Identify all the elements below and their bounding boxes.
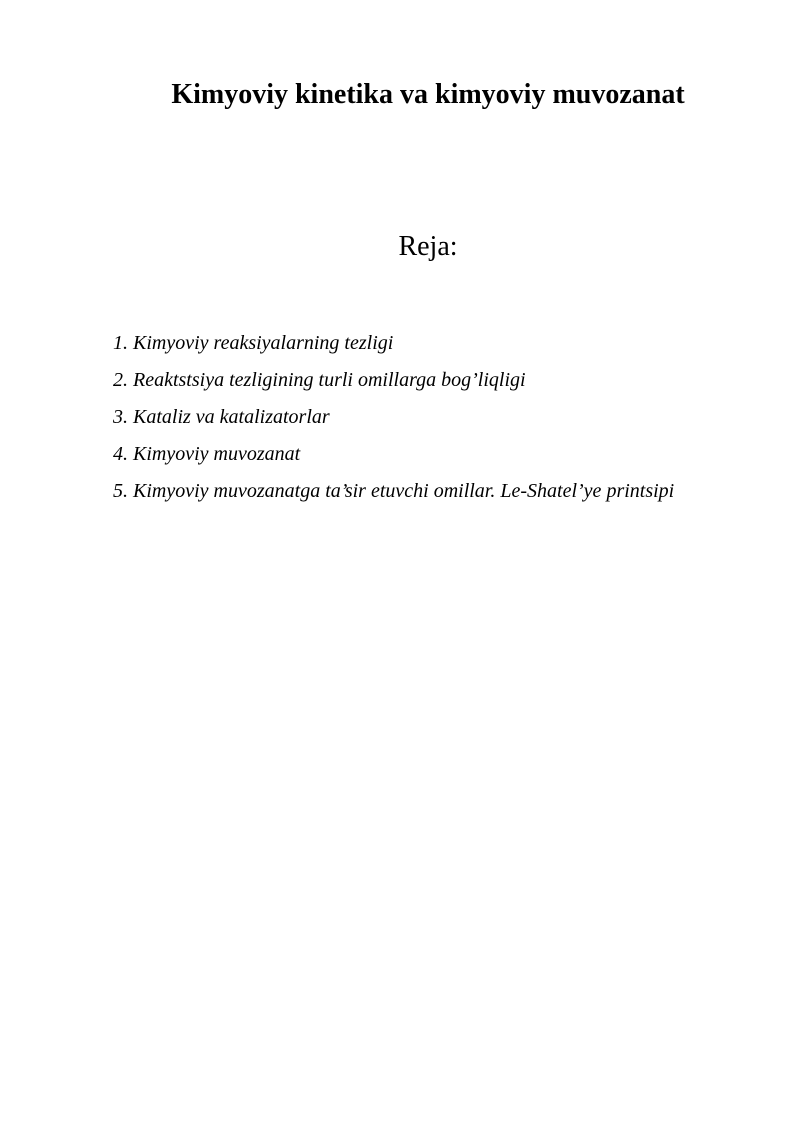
plan-item-1: 1. Kimyoviy reaksiyalarning tezligi [113, 332, 394, 354]
document-title: Kimyoviy kinetika va kimyoviy muvozanat [171, 79, 685, 110]
plan-item-2: 2. Reaktstsiya tezligining turli omillarga bog’liqligi [113, 369, 526, 391]
plan-item-4: 4. Kimyoviy muvozanat [113, 443, 301, 465]
plan-item-5: 5. Kimyoviy muvozanatga ta’sir etuvchi omillar. Le-Shatel’ye printsipi [113, 480, 675, 502]
plan-heading: Reja: [398, 231, 458, 262]
plan-list [113, 331, 674, 516]
plan-item-3: 3. Kataliz va katalizatorlar [113, 406, 330, 428]
